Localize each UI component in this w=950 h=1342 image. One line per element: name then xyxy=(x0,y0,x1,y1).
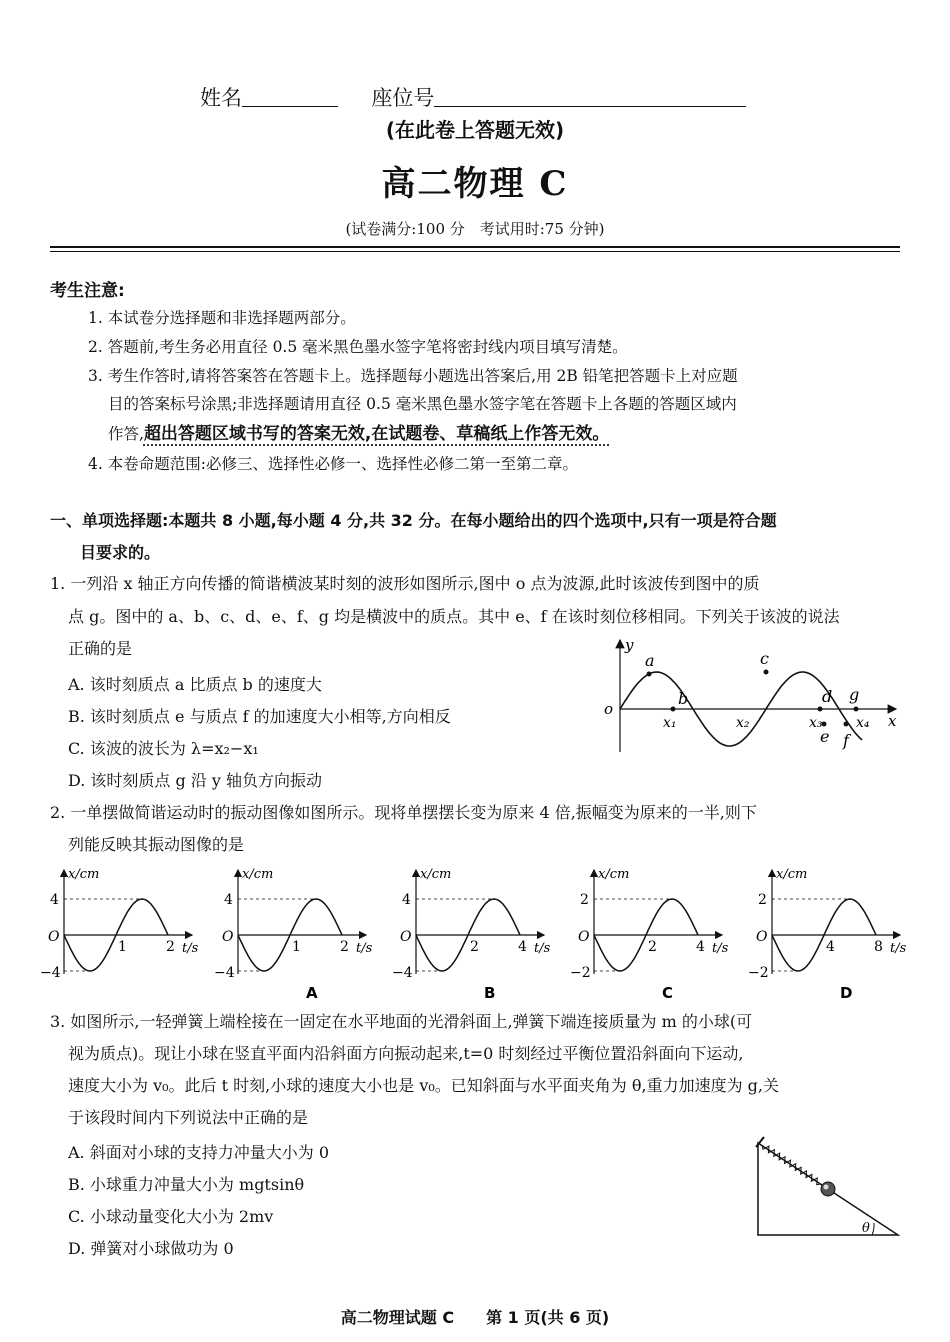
label-x2: x₂ xyxy=(736,715,750,731)
theta-label: θ xyxy=(862,1221,870,1236)
graph-option-d xyxy=(748,862,913,1002)
q1-option-d: D. 该时刻质点 g 沿 y 轴负方向振动 xyxy=(68,771,323,790)
graph-label: B xyxy=(484,984,496,1002)
graph-t2: 2 xyxy=(166,939,175,955)
exam-info: (试卷满分:100 分 考试用时:75 分钟) xyxy=(345,220,605,238)
q1-stem-2: 点 g。图中的 a、b、c、d、e、f、g 均是横波中的质点。其中 e、f 在该时刻位移相同。下列关于该波的说法 xyxy=(68,607,840,626)
label-g: g xyxy=(849,685,860,704)
ball xyxy=(821,1182,835,1196)
x-label: x xyxy=(888,712,897,730)
instruction-2: 2. 答题前,考生务必用直径 0.5 毫米黑色墨水签字笔将密封线内项目填写清楚。 xyxy=(88,338,628,356)
q1-stem-3: 正确的是 xyxy=(68,639,133,658)
graph-ylabel: x/cm xyxy=(598,867,630,882)
label-f: f xyxy=(843,731,849,750)
header-divider xyxy=(50,246,900,248)
label-a: a xyxy=(645,651,655,670)
label-e: e xyxy=(820,727,830,746)
instruction-3-end xyxy=(108,422,609,447)
graph-origin: O xyxy=(400,929,412,945)
angle-arc xyxy=(872,1223,874,1235)
point-d xyxy=(818,707,823,712)
point-a xyxy=(647,672,652,677)
label-x1: x₁ xyxy=(663,715,677,731)
instruction-3-cont: 目的答案标号涂黑;非选择题请用直径 0.5 毫米黑色墨水签字笔在答题卡上各题的答题区域内 xyxy=(108,395,737,413)
graph-option-b xyxy=(392,862,557,1002)
point-c xyxy=(764,670,769,675)
label-c: c xyxy=(760,649,769,668)
graph-xlabel: t/s xyxy=(890,941,907,956)
graph-option-c xyxy=(570,862,735,1002)
instruction-4: 4. 本卷命题范围:必修三、选择性必修一、选择性必修二第一至第二章。 xyxy=(88,455,578,473)
invalid-notice: (在此卷上答题无效) xyxy=(385,118,565,142)
section-heading-cont: 目要求的。 xyxy=(80,543,161,562)
q3-stem-1: 3. 如图所示,一轻弹簧上端栓接在一固定在水平地面的光滑斜面上,弹簧下端连接质量为 m 的小球(可 xyxy=(50,1012,753,1031)
graph-neg: −4 xyxy=(392,965,413,981)
graph-ylabel: x/cm xyxy=(776,867,808,882)
graph-origin: O xyxy=(222,929,234,945)
seat-field[interactable] xyxy=(434,86,746,107)
instructions-heading: 考生注意: xyxy=(50,281,125,301)
instruction-emphasis: 超出答题区域书写的答案无效,在试题卷、草稿纸上作答无效。 xyxy=(143,424,610,444)
label-d: d xyxy=(822,687,833,706)
wave-figure xyxy=(598,636,903,756)
graph-label: A xyxy=(306,984,318,1002)
graph-t1: 2 xyxy=(470,939,479,955)
graph-ylabel: x/cm xyxy=(420,867,452,882)
point-f xyxy=(844,722,849,727)
y-label: y xyxy=(625,636,634,654)
graph-origin: O xyxy=(756,929,768,945)
q3-stem-2: 视为质点)。现让小球在竖直平面内沿斜面方向振动起来,t=0 时刻经过平衡位置沿斜面向下运动, xyxy=(68,1044,744,1063)
incline-figure xyxy=(750,1135,902,1240)
q1-option-c: C. 该波的波长为 λ=x₂−x₁ xyxy=(68,739,259,758)
graph-t1: 1 xyxy=(118,939,127,955)
q3-option-d: D. 弹簧对小球做功为 0 xyxy=(68,1239,234,1258)
graph-t1: 1 xyxy=(292,939,301,955)
graph-xlabel: t/s xyxy=(356,941,373,956)
graph-label: D xyxy=(840,984,853,1002)
q3-option-c: C. 小球动量变化大小为 2mv xyxy=(68,1207,274,1226)
instruction-3-end-text: 作答, xyxy=(108,425,144,443)
name-label: 姓名 xyxy=(200,86,242,110)
graph-origin: O xyxy=(48,929,60,945)
graph-neg: −2 xyxy=(748,965,769,981)
graph-t2: 4 xyxy=(696,939,705,955)
q3-stem-3: 速度大小为 v₀。此后 t 时刻,小球的速度大小也是 v₀。已知斜面与水平面夹角为 θ,重力加速度为 g,关 xyxy=(68,1076,779,1095)
graph-amp: 2 xyxy=(580,892,589,908)
graph-neg: −4 xyxy=(214,965,235,981)
point-b xyxy=(671,707,676,712)
header-divider-thin xyxy=(50,251,900,252)
instruction-3: 3. 考生作答时,请将答案答在答题卡上。选择题每小题选出答案后,用 2B 铅笔把答题卡上对应题 xyxy=(88,367,738,385)
graph-amp: 4 xyxy=(224,892,233,908)
graph-origin: O xyxy=(578,929,590,945)
graph-amp: 2 xyxy=(758,892,767,908)
q3-stem-4: 于该段时间内下列说法中正确的是 xyxy=(68,1108,309,1127)
name-field[interactable] xyxy=(242,86,338,107)
q1-stem-1: 1. 一列沿 x 轴正方向传播的简谐横波某时刻的波形如图所示,图中 o 点为波源,此时该波传到图中的质 xyxy=(50,574,760,593)
q3-option-a: A. 斜面对小球的支持力冲量大小为 0 xyxy=(68,1143,329,1162)
q3-option-b: B. 小球重力冲量大小为 mgtsinθ xyxy=(68,1175,305,1194)
graph-neg: −2 xyxy=(570,965,591,981)
q2-stem-2: 列能反映其振动图像的是 xyxy=(68,835,245,854)
graph-ylabel: x/cm xyxy=(242,867,274,882)
graph-amp: 4 xyxy=(50,892,59,908)
graph-t2: 8 xyxy=(874,939,883,955)
origin-label: o xyxy=(604,700,614,718)
graph-neg: −4 xyxy=(40,965,61,981)
label-x3: x₃ xyxy=(809,715,823,731)
graph-xlabel: t/s xyxy=(712,941,729,956)
name-seat-line xyxy=(200,82,746,112)
graph-t2: 4 xyxy=(518,939,527,955)
ball-highlight xyxy=(824,1185,829,1190)
graph-ylabel: x/cm xyxy=(68,867,100,882)
point-g xyxy=(854,707,859,712)
page-title: 高二物理 C xyxy=(381,164,569,204)
graph-label: C xyxy=(662,984,674,1002)
q1-option-a: A. 该时刻质点 a 比质点 b 的速度大 xyxy=(68,675,322,694)
graph-original xyxy=(40,862,205,1002)
seat-label: 座位号 xyxy=(371,86,435,110)
graph-option-a xyxy=(214,862,379,1002)
graph-amp: 4 xyxy=(402,892,411,908)
graph-xlabel: t/s xyxy=(534,941,551,956)
graph-t2: 2 xyxy=(340,939,349,955)
graph-t1: 2 xyxy=(648,939,657,955)
section-heading: 一、单项选择题:本题共 8 小题,每小题 4 分,共 32 分。在每小题给出的四个选项中,只有一项是符合题 xyxy=(50,511,777,530)
graph-t1: 4 xyxy=(826,939,835,955)
graph-xlabel: t/s xyxy=(182,941,199,956)
page-footer: 高二物理试题 C 第 1 页(共 6 页) xyxy=(340,1308,610,1327)
label-b: b xyxy=(678,689,689,708)
instruction-1: 1. 本试卷分选择题和非选择题两部分。 xyxy=(88,309,356,327)
q2-stem-1: 2. 一单摆做简谐运动时的振动图像如图所示。现将单摆摆长变为原来 4 倍,振幅变为原来的一半,则下 xyxy=(50,803,757,822)
label-x4: x₄ xyxy=(856,715,870,731)
q1-option-b: B. 该时刻质点 e 与质点 f 的加速度大小相等,方向相反 xyxy=(68,707,451,726)
